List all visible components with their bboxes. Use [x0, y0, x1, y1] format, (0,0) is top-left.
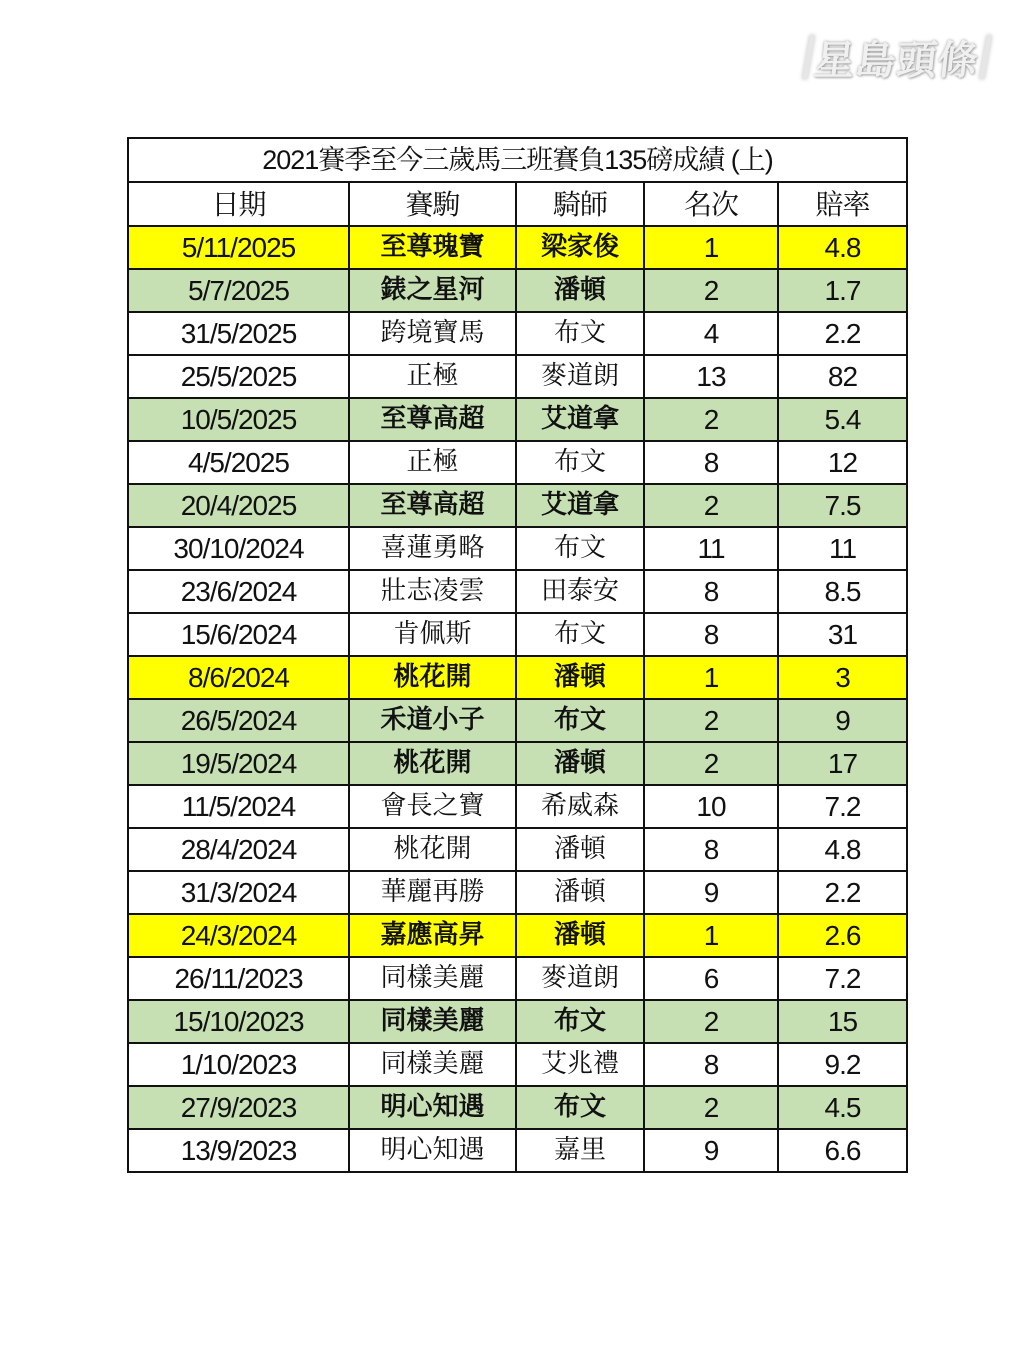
cell-place: 10 [644, 785, 778, 828]
cell-place: 1 [644, 656, 778, 699]
cell-horse: 明心知遇 [349, 1086, 516, 1129]
cell-odds: 1.7 [778, 269, 907, 312]
header-place: 名次 [644, 182, 778, 226]
cell-place: 2 [644, 484, 778, 527]
header-horse: 賽駒 [349, 182, 516, 226]
cell-horse: 同樣美麗 [349, 1000, 516, 1043]
cell-odds: 17 [778, 742, 907, 785]
cell-place: 1 [644, 914, 778, 957]
cell-horse: 至尊高超 [349, 484, 516, 527]
cell-horse: 桃花開 [349, 656, 516, 699]
table-row [128, 269, 907, 312]
cell-date: 15/6/2024 [128, 613, 349, 656]
cell-horse: 正極 [349, 441, 516, 484]
cell-odds: 2.2 [778, 871, 907, 914]
cell-date: 30/10/2024 [128, 527, 349, 570]
cell-horse: 錶之星河 [349, 269, 516, 312]
cell-horse: 喜蓮勇略 [349, 527, 516, 570]
cell-date: 10/5/2025 [128, 398, 349, 441]
cell-odds: 6.6 [778, 1129, 907, 1172]
cell-date: 26/5/2024 [128, 699, 349, 742]
cell-place: 8 [644, 570, 778, 613]
cell-place: 6 [644, 957, 778, 1000]
cell-place: 9 [644, 1129, 778, 1172]
cell-jockey: 艾道拿 [516, 398, 644, 441]
cell-date: 8/6/2024 [128, 656, 349, 699]
cell-odds: 12 [778, 441, 907, 484]
cell-jockey: 希威森 [516, 785, 644, 828]
cell-odds: 2.6 [778, 914, 907, 957]
cell-jockey: 潘頓 [516, 656, 644, 699]
table-row [128, 914, 907, 957]
table-row [128, 742, 907, 785]
cell-jockey: 布文 [516, 1086, 644, 1129]
results-table [127, 137, 908, 1173]
cell-horse: 禾道小子 [349, 699, 516, 742]
cell-jockey: 布文 [516, 441, 644, 484]
cell-odds: 7.5 [778, 484, 907, 527]
cell-jockey: 潘頓 [516, 828, 644, 871]
cell-jockey: 布文 [516, 527, 644, 570]
cell-jockey: 艾兆禮 [516, 1043, 644, 1086]
table-row [128, 484, 907, 527]
cell-odds: 2.2 [778, 312, 907, 355]
table-row [128, 871, 907, 914]
cell-place: 13 [644, 355, 778, 398]
cell-odds: 82 [778, 355, 907, 398]
cell-horse: 嘉應高昇 [349, 914, 516, 957]
cell-odds: 8.5 [778, 570, 907, 613]
cell-place: 8 [644, 828, 778, 871]
cell-odds: 9.2 [778, 1043, 907, 1086]
table-row [128, 699, 907, 742]
cell-date: 27/9/2023 [128, 1086, 349, 1129]
table-row [128, 1129, 907, 1172]
cell-jockey: 嘉里 [516, 1129, 644, 1172]
brand-logo [788, 30, 1006, 84]
cell-date: 31/5/2025 [128, 312, 349, 355]
table-row [128, 441, 907, 484]
cell-horse: 明心知遇 [349, 1129, 516, 1172]
cell-place: 11 [644, 527, 778, 570]
table-row [128, 1043, 907, 1086]
cell-horse: 華麗再勝 [349, 871, 516, 914]
cell-date: 20/4/2025 [128, 484, 349, 527]
cell-jockey: 潘頓 [516, 914, 644, 957]
cell-odds: 11 [778, 527, 907, 570]
cell-date: 4/5/2025 [128, 441, 349, 484]
cell-place: 4 [644, 312, 778, 355]
cell-jockey: 麥道朗 [516, 355, 644, 398]
cell-odds: 4.8 [778, 828, 907, 871]
cell-horse: 同樣美麗 [349, 957, 516, 1000]
cell-place: 1 [644, 226, 778, 269]
cell-date: 23/6/2024 [128, 570, 349, 613]
table-row [128, 398, 907, 441]
cell-odds: 7.2 [778, 785, 907, 828]
cell-jockey: 田泰安 [516, 570, 644, 613]
cell-date: 25/5/2025 [128, 355, 349, 398]
cell-horse: 桃花開 [349, 828, 516, 871]
cell-horse: 壯志凌雲 [349, 570, 516, 613]
cell-date: 15/10/2023 [128, 1000, 349, 1043]
cell-odds: 5.4 [778, 398, 907, 441]
cell-horse: 會長之寶 [349, 785, 516, 828]
cell-jockey: 布文 [516, 1000, 644, 1043]
cell-place: 8 [644, 1043, 778, 1086]
cell-horse: 肯佩斯 [349, 613, 516, 656]
cell-odds: 4.8 [778, 226, 907, 269]
header-jockey: 騎師 [516, 182, 644, 226]
cell-odds: 7.2 [778, 957, 907, 1000]
table-row [128, 656, 907, 699]
cell-odds: 4.5 [778, 1086, 907, 1129]
header-date: 日期 [128, 182, 349, 226]
cell-date: 11/5/2024 [128, 785, 349, 828]
table-title-row [128, 138, 907, 182]
cell-date: 26/11/2023 [128, 957, 349, 1000]
table-title: 2021賽季至今三歲馬三班賽負135磅成績 (上) [128, 138, 907, 182]
cell-place: 8 [644, 613, 778, 656]
cell-jockey: 潘頓 [516, 269, 644, 312]
cell-jockey: 潘頓 [516, 742, 644, 785]
cell-jockey: 布文 [516, 699, 644, 742]
table-row [128, 613, 907, 656]
cell-place: 2 [644, 269, 778, 312]
cell-horse: 桃花開 [349, 742, 516, 785]
table-row [128, 226, 907, 269]
logo-text: 星島頭條 [812, 37, 982, 84]
cell-place: 2 [644, 699, 778, 742]
cell-place: 2 [644, 1086, 778, 1129]
cell-odds: 15 [778, 1000, 907, 1043]
cell-date: 5/7/2025 [128, 269, 349, 312]
cell-jockey: 梁家俊 [516, 226, 644, 269]
cell-place: 2 [644, 398, 778, 441]
cell-date: 5/11/2025 [128, 226, 349, 269]
cell-horse: 至尊瑰寶 [349, 226, 516, 269]
cell-date: 19/5/2024 [128, 742, 349, 785]
cell-jockey: 布文 [516, 312, 644, 355]
cell-place: 8 [644, 441, 778, 484]
table-row [128, 570, 907, 613]
cell-jockey: 布文 [516, 613, 644, 656]
cell-place: 2 [644, 1000, 778, 1043]
cell-odds: 3 [778, 656, 907, 699]
header-row [128, 182, 907, 226]
cell-place: 9 [644, 871, 778, 914]
table-row [128, 785, 907, 828]
cell-horse: 跨境寶馬 [349, 312, 516, 355]
cell-horse: 同樣美麗 [349, 1043, 516, 1086]
cell-odds: 31 [778, 613, 907, 656]
table-row [128, 1000, 907, 1043]
cell-date: 1/10/2023 [128, 1043, 349, 1086]
cell-odds: 9 [778, 699, 907, 742]
cell-date: 24/3/2024 [128, 914, 349, 957]
cell-horse: 正極 [349, 355, 516, 398]
cell-horse: 至尊高超 [349, 398, 516, 441]
cell-jockey: 麥道朗 [516, 957, 644, 1000]
header-odds: 賠率 [778, 182, 907, 226]
table-row [128, 312, 907, 355]
table-row [128, 957, 907, 1000]
cell-date: 28/4/2024 [128, 828, 349, 871]
table-row [128, 1086, 907, 1129]
table-row [128, 828, 907, 871]
cell-date: 31/3/2024 [128, 871, 349, 914]
table-row [128, 355, 907, 398]
cell-jockey: 潘頓 [516, 871, 644, 914]
cell-date: 13/9/2023 [128, 1129, 349, 1172]
cell-jockey: 艾道拿 [516, 484, 644, 527]
table-row [128, 527, 907, 570]
cell-place: 2 [644, 742, 778, 785]
